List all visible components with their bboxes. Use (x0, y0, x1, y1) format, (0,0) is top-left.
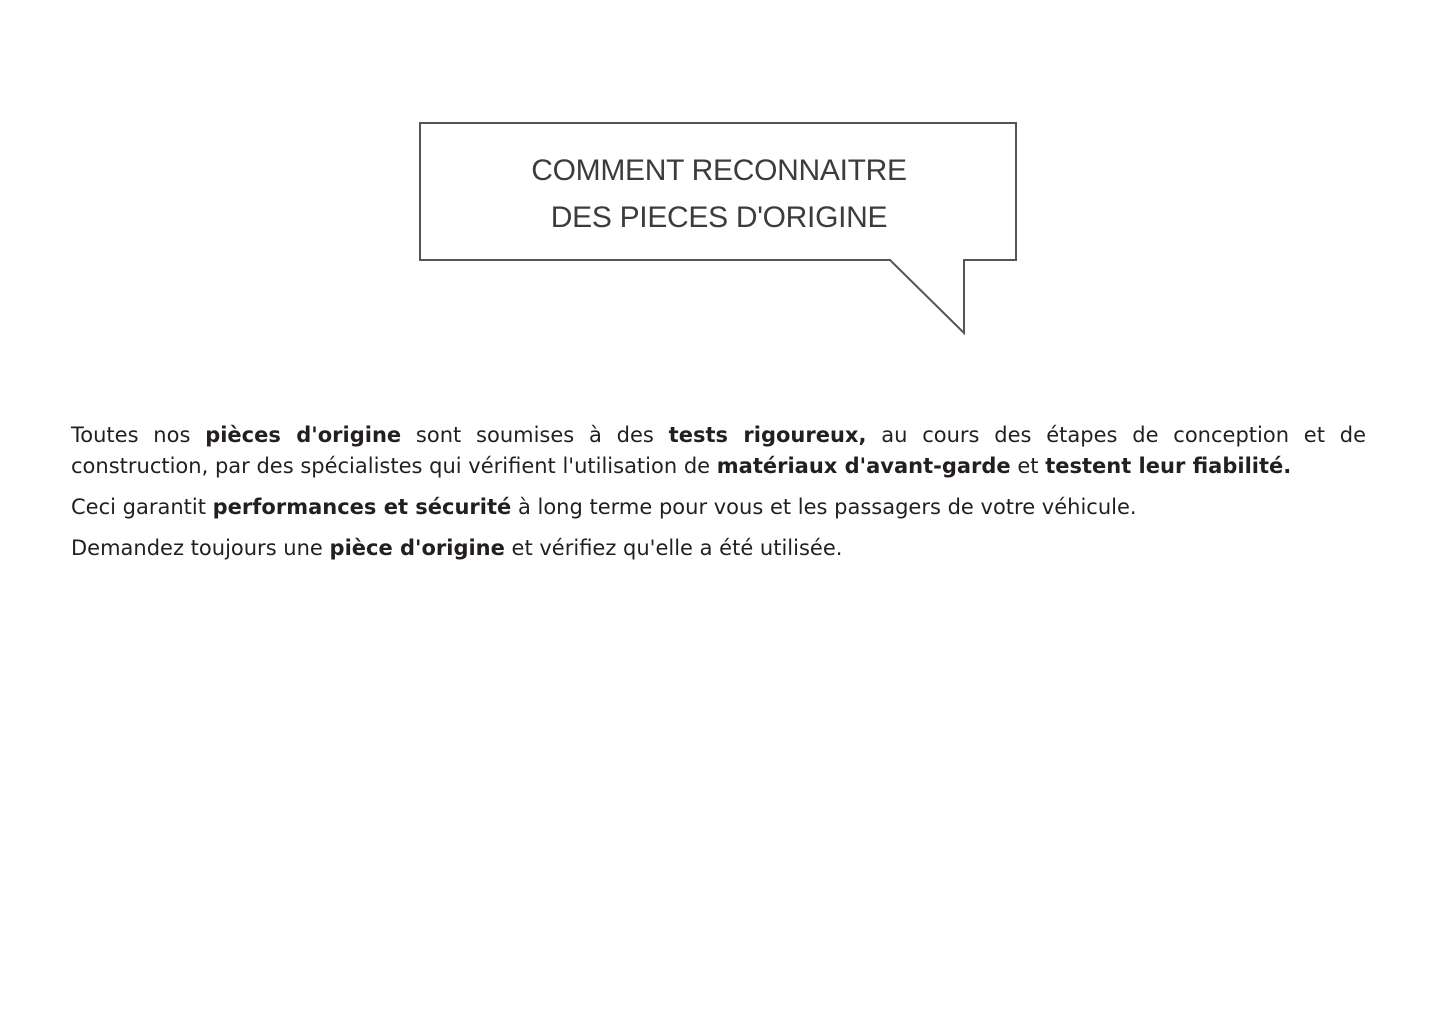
paragraph-guarantee (71, 492, 1366, 523)
text-run: à long terme pour vous et les passagers de votre véhicule. (511, 495, 1137, 519)
bold-run: testent leur fiabilité. (1045, 454, 1292, 478)
text-run: et vérifiez qu'elle a été utilisée. (504, 536, 843, 560)
text-run: Ceci garantit (71, 495, 213, 519)
text-run: et (1010, 454, 1046, 478)
bold-run: pièce d'origine (329, 536, 505, 560)
section-title (420, 147, 1018, 241)
bold-run: tests rigoureux, (668, 423, 867, 447)
section-title-line-2: DES PIECES D'ORIGINE (550, 201, 888, 234)
bold-run: matériaux d'avant-garde (716, 454, 1011, 478)
text-run: Demandez toujours une (71, 536, 330, 560)
paragraph-advice (71, 533, 1366, 564)
paragraph-tests (71, 420, 1366, 482)
bold-run: performances et sécurité (212, 495, 512, 519)
text-run: Toutes nos (71, 423, 206, 447)
text-run: sont soumises à des (401, 423, 669, 447)
section-title-line-1: COMMENT RECONNAITRE (531, 154, 907, 187)
bold-run: pièces d'origine (205, 423, 402, 447)
text-run: au cours des étapes de conception et de construction, par des spécialistes qui vérifient l'utilisation de (71, 423, 1366, 478)
body-text (71, 420, 1366, 574)
